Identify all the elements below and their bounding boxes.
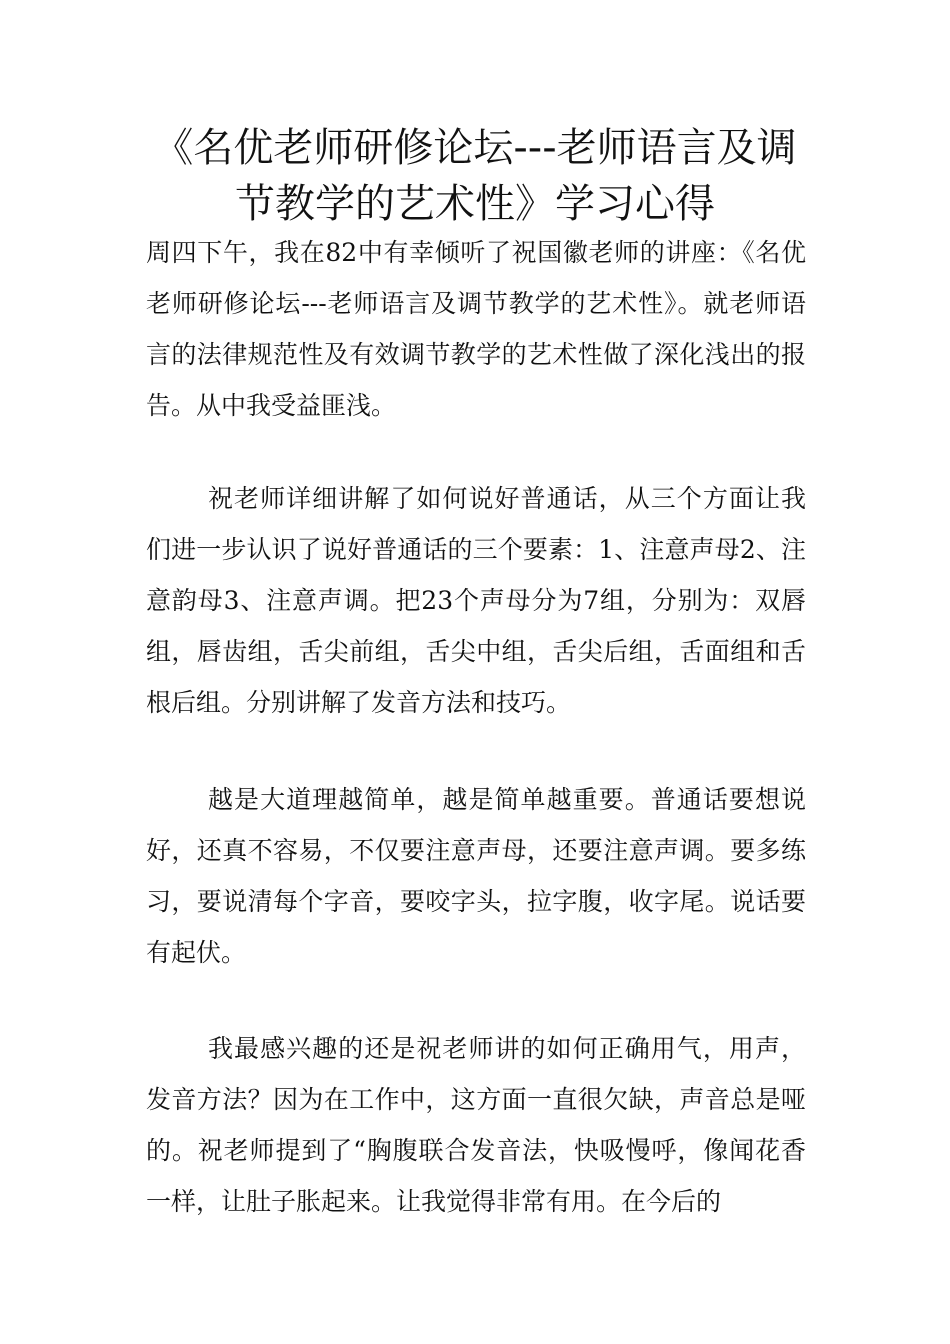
paragraph-3: 越是大道理越简单，越是简单越重要。普通话要想说好，还真不容易，不仅要注意声母，还要注意声调。要多练习，要说清每个字音，要咬字头，拉字腹，收字尾。说话要有起伏。 bbox=[146, 785, 806, 967]
paragraph-4: 我最感兴趣的还是祝老师讲的如何正确用气，用声，发音方法？因为在工作中，这方面一直很欠缺，声音总是哑的。祝老师提到了“胸腹联合发音法，快吸慢呼，像闻花香一样，让肚子胀起来。让我觉得非常有用。在今后的 bbox=[146, 1034, 806, 1216]
paragraph-2: 祝老师详细讲解了如何说好普通话，从三个方面让我们进一步认识了说好普通话的三个要素：1、注意声母2、注意韵母3、注意声调。把23个声母分为7组，分别为：双唇组，唇齿组，舌尖前组，舌尖中组，舌尖后组，舌面组和舌根后组。分别讲解了发音方法和技巧。 bbox=[146, 484, 806, 717]
paragraph-1: 周四下午，我在82中有幸倾听了祝国徽老师的讲座：《名优老师研修论坛---老师语言及调节教学的艺术性》。就老师语言的法律规范性及有效调节教学的艺术性做了深化浅出的报告。从中我受益匪浅。 bbox=[146, 238, 806, 420]
title-line-1: 《名优老师研修论坛---老师语言及调 bbox=[153, 125, 797, 171]
title-line-2: 节教学的艺术性》学习心得 bbox=[235, 181, 715, 227]
document-title bbox=[120, 120, 830, 232]
